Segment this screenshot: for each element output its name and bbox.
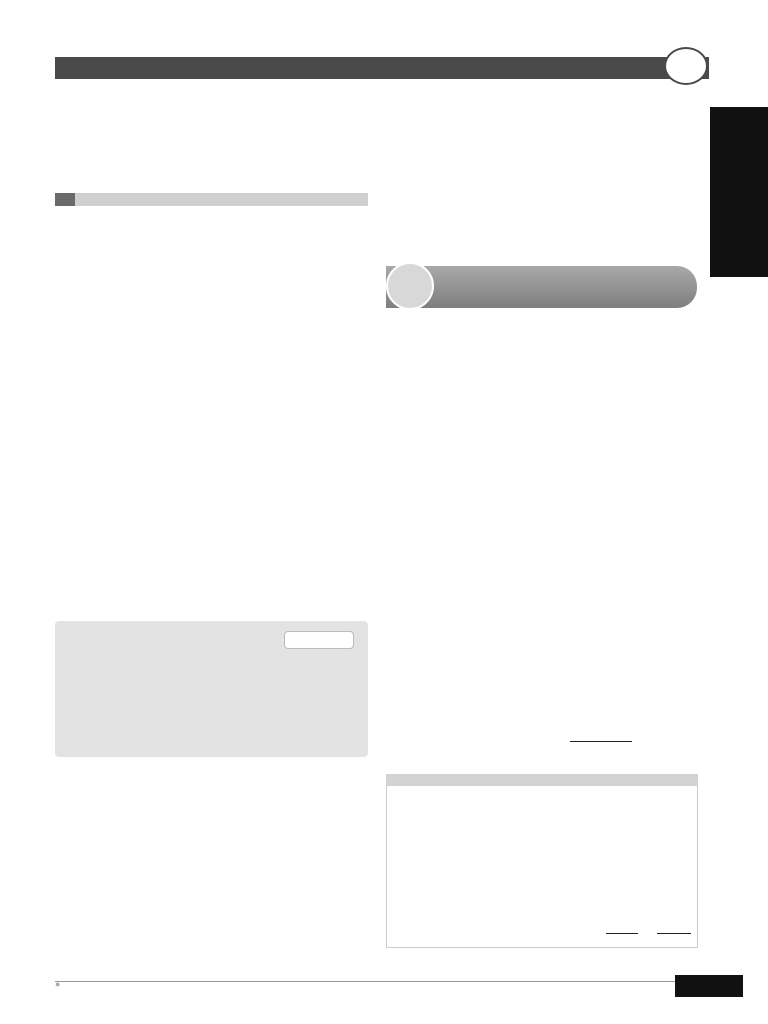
header-bar xyxy=(55,57,709,79)
footer-dot: ● xyxy=(55,979,61,989)
ledger-header xyxy=(386,774,698,786)
ledger-border xyxy=(386,786,698,948)
ficha-label xyxy=(55,193,75,206)
ficha-bar xyxy=(55,193,368,206)
section-number-badge xyxy=(664,47,708,85)
calc-rule xyxy=(570,741,632,742)
caso-photo-icon xyxy=(386,262,434,310)
page-number xyxy=(675,975,743,997)
side-tab xyxy=(710,107,768,277)
footer-line xyxy=(55,981,675,982)
normas-header xyxy=(284,631,354,649)
footer-issue xyxy=(55,979,60,989)
